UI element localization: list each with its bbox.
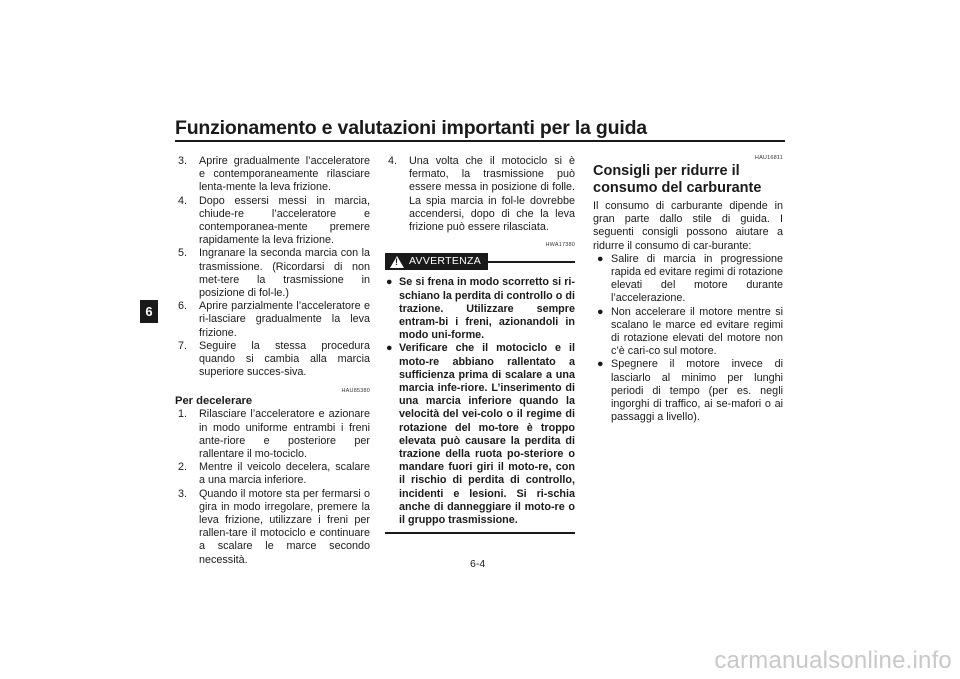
steps-list-decelerate (175, 408, 370, 566)
item-text: Dopo essersi messi in marcia, chiude-re l’acceleratore e contemporanea-mente premere rapidamente la leva frizione. (199, 194, 370, 247)
list-item (175, 461, 370, 487)
tip-text: Non accelerare il motore mentre si scalano le marce ed evitare regimi di rotazione elevati del motore non c’è cari-co sul motore. (611, 305, 783, 358)
item-number: 3. (178, 155, 188, 167)
warning-rule (488, 261, 575, 263)
subheading-decelerate: Per decelerare (175, 395, 253, 408)
list-item (175, 340, 370, 380)
column-left (175, 155, 370, 567)
bullet-icon: ● (597, 252, 604, 265)
tip-item (593, 358, 783, 424)
item-number: 4. (388, 155, 398, 167)
item-text: Aprire parzialmente l’acceleratore e ri-lasciare gradualmente la leva frizione. (199, 300, 370, 339)
bullet-icon: ● (386, 276, 393, 289)
item-text: Una volta che il motociclo si è fermato, la trasmissione può essere messa in posizione di folle. La spia marcia in fol-le dovrebbe accendersi, dopo di che la leva frizione può essere rilasciata. (409, 155, 575, 234)
column-middle (385, 155, 575, 534)
reference-code: HAU16811 (754, 155, 783, 161)
section-title: Consigli per ridurre il consumo del carburante (593, 163, 762, 196)
tips-list (593, 253, 783, 425)
warning-code: HWA17380 (545, 242, 575, 249)
warning-end-rule (385, 532, 575, 534)
watermark: carmanualsonline.info (714, 647, 952, 674)
tip-text: Salire di marcia in progressione rapida ed evitare regimi di rotazione elevati del motore durante l’accelerazione. (611, 252, 783, 305)
item-number: 5. (178, 247, 188, 260)
list-item (175, 488, 370, 567)
page-title: Funzionamento e valutazioni importanti per la guida (175, 117, 647, 139)
bullet-icon: ● (597, 305, 604, 318)
tip-item (593, 306, 783, 359)
item-text: Quando il motore sta per fermarsi o gira in modo irregolare, premere la leva frizione, utilizzare i freni per rallen-tare il motociclo e continuare a scalare le marce secondo necessità. (199, 487, 370, 566)
item-text: Mentre il veicolo decelera, scalare a una marcia inferiore. (199, 461, 370, 487)
intro-paragraph: Il consumo di carburante dipende in gran parte dallo stile di guida. I seguenti consigli possono aiutare a ridurre il consumo di car-burante: (593, 200, 783, 252)
bullet-icon: ● (597, 358, 604, 371)
warning-list (385, 276, 575, 527)
list-item (175, 195, 370, 248)
item-number: 2. (178, 461, 188, 474)
item-number: 7. (178, 339, 188, 352)
warning-header (385, 253, 575, 270)
item-number: 3. (178, 487, 188, 500)
item-text: Seguire la stessa procedura quando si cambia alla marcia superiore succes-siva. (199, 339, 370, 379)
item-number: 1. (178, 408, 188, 421)
list-item (175, 155, 370, 195)
item-text: Rilasciare l’acceleratore e azionare in modo uniforme entrambi i freni ante-riore e posteriore per rallentare il mo-tociclo. (199, 408, 370, 461)
warning-label: AVVERTENZA (409, 255, 482, 268)
item-number: 6. (178, 300, 188, 313)
list-item (385, 155, 575, 234)
item-text: Ingranare la seconda marcia con la trasmissione. (Ricordarsi di non met-tere la trasmissione in posizione di fol-le.) (199, 247, 370, 300)
tip-text: Spegnere il motore invece di lasciarlo al minimo per lunghi periodi di tempo (per es. negli ingorghi di traffico, ai se-mafori o ai passaggi a livello). (611, 358, 783, 424)
item-number: 4. (178, 194, 188, 207)
item-text: Aprire gradualmente l’acceleratore e contemporaneamente rilasciare lenta-mente la leva frizione. (199, 155, 370, 194)
steps-list-start (175, 155, 370, 379)
title-underline (175, 140, 785, 142)
warning-badge (385, 253, 488, 270)
list-item (175, 247, 370, 300)
chapter-tab: 6 (140, 300, 158, 323)
warning-item (385, 276, 575, 342)
column-right (593, 155, 783, 424)
list-item (175, 300, 370, 340)
tip-item (593, 253, 783, 306)
warning-item (385, 342, 575, 527)
page-number: 6-4 (470, 558, 486, 570)
warning-triangle-icon (390, 256, 404, 268)
warning-text: Se si frena in modo scorretto si ri-schiano la perdita di controllo o di trazione. Utilizzare sempre entram-bi i freni, azionandoli in modo uni-forme. (399, 276, 575, 342)
reference-code: HAU85380 (341, 388, 370, 395)
list-item (175, 408, 370, 461)
bullet-icon: ● (386, 342, 393, 355)
warning-text: Verificare che il motociclo e il moto-re abbiano rallentato a sufficienza prima di scalare a una marcia infe-riore. L’inserimento di una marcia inferiore quando la velocità del vei-colo o il regime di rotazione del mo-tore è troppo elevata può causare la perdita di trazione della ruota po-steriore o mandare fuori giri il moto-re, con il rischio di perdita di controllo, incidenti e lesioni. Si ri-schia anche di danneggiare il moto-re o il gruppo trasmissione. (399, 342, 575, 527)
